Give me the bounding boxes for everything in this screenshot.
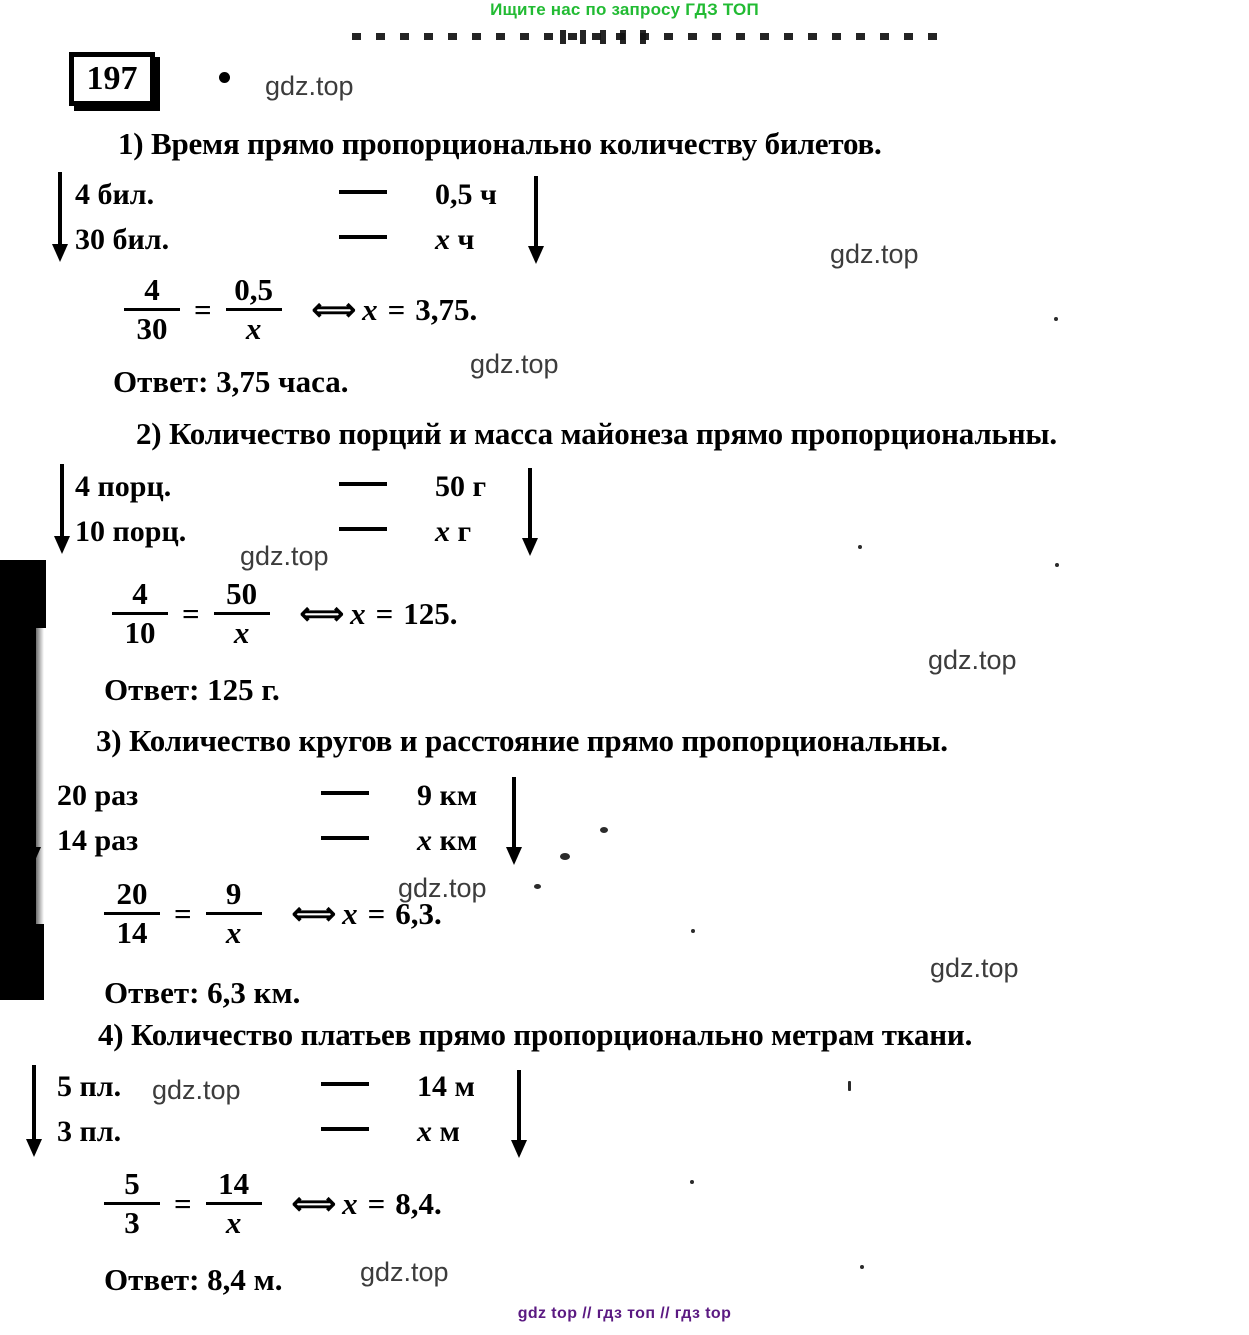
- proportion-row: [75, 223, 565, 268]
- proportion-left-value: 5 пл.: [57, 1070, 122, 1103]
- scan-speck: [860, 1265, 864, 1269]
- watermark-gdz-top: gdz.top: [930, 953, 1019, 983]
- result-value: 125.: [403, 595, 458, 631]
- watermark-gdz-top: gdz.top: [265, 71, 354, 101]
- result-variable: x: [342, 1185, 358, 1221]
- proportion-left-value: 14 раз: [57, 824, 139, 857]
- proportion-dash-icon: [272, 1128, 417, 1146]
- proportion-table-1: [75, 178, 565, 268]
- proportion-left-value: 4 бил.: [75, 178, 155, 211]
- proportion-right-value: 50 г: [435, 470, 487, 503]
- watermark-gdz-top: gdz.top: [240, 541, 329, 571]
- equation-2: [108, 578, 458, 649]
- proportion-row: [57, 824, 547, 869]
- result-value: 6,3.: [395, 895, 442, 931]
- fraction-right: $\frac{14}{x}$: [206, 1168, 262, 1239]
- scan-speck: [690, 1180, 694, 1184]
- bullet-dot-icon: [219, 72, 230, 83]
- scan-artifact-dashline-secondary: [560, 30, 660, 44]
- proportion-left-value: 30 бил.: [75, 223, 170, 256]
- fraction-left: $\frac{20}{14}$: [104, 878, 160, 949]
- watermark-gdz-top: gdz.top: [152, 1075, 241, 1105]
- equals-sign: =: [194, 291, 212, 327]
- problem-statement-2: 2) Количество порций и масса майонеза прямо пропорциональны.: [136, 416, 1057, 451]
- fraction-right: $\frac{0,5}{x}$: [226, 274, 282, 345]
- down-arrow-icon-left-1: [49, 172, 71, 262]
- result-value: 3,75.: [415, 291, 478, 327]
- iff-symbol-icon: ⟺: [291, 1185, 331, 1221]
- proportion-dash-icon: [272, 1083, 417, 1101]
- proportion-row: [57, 1115, 547, 1160]
- proportion-right-value: x г: [435, 515, 472, 548]
- answer-2: Ответ: 125 г.: [104, 672, 280, 707]
- equation-3: [100, 878, 442, 949]
- proportion-row: [75, 515, 565, 560]
- scan-speck: [858, 545, 862, 549]
- result-value: 8,4.: [395, 1185, 442, 1221]
- result-variable: x: [342, 895, 358, 931]
- result-variable: x: [350, 595, 366, 631]
- scan-speck: [848, 1081, 851, 1091]
- watermark-gdz-top: gdz.top: [830, 239, 919, 269]
- promo-banner-top: Ищите нас по запросу ГДЗ ТОП: [490, 0, 759, 19]
- watermark-gdz-top: gdz.top: [928, 645, 1017, 675]
- proportion-row: [75, 178, 565, 223]
- exercise-number-box: [69, 52, 155, 106]
- equals-sign: =: [174, 1185, 192, 1221]
- exercise-number: 197: [86, 60, 138, 97]
- result-equals-sign: =: [367, 1185, 386, 1221]
- proportion-left-value: 4 порц.: [75, 470, 172, 503]
- answer-4: Ответ: 8,4 м.: [104, 1262, 283, 1297]
- result-variable: x: [362, 291, 378, 327]
- proportion-right-value: 0,5 ч: [435, 178, 497, 211]
- answer-1: Ответ: 3,75 часа.: [113, 364, 349, 399]
- proportion-right-value: x км: [417, 824, 478, 857]
- scan-speck: [534, 884, 541, 889]
- down-arrow-icon-right-3: [503, 777, 525, 867]
- proportion-table-2: [75, 470, 565, 560]
- down-arrow-icon-right-4: [508, 1070, 530, 1160]
- proportion-right-value: 14 м: [417, 1070, 475, 1103]
- fraction-left: $\frac{5}{3}$: [104, 1168, 160, 1239]
- down-arrow-icon-right-2: [519, 468, 541, 558]
- proportion-dash-icon: [290, 528, 435, 546]
- fraction-right: $\frac{50}{x}$: [214, 578, 270, 649]
- equals-sign: =: [174, 895, 192, 931]
- proportion-left-value: 3 пл.: [57, 1115, 122, 1148]
- result-equals-sign: =: [387, 291, 406, 327]
- watermark-gdz-top: gdz.top: [470, 349, 559, 379]
- scan-speck: [1054, 317, 1058, 321]
- scan-speck: [1055, 563, 1059, 567]
- iff-symbol-icon: ⟺: [299, 595, 339, 631]
- fraction-left: $\frac{4}{10}$: [112, 578, 168, 649]
- fraction-left: $\frac{4}{30}$: [124, 274, 180, 345]
- proportion-dash-icon: [290, 191, 435, 209]
- watermark-gdz-top: gdz.top: [360, 1257, 449, 1287]
- down-arrow-icon-right-1: [525, 176, 547, 266]
- equation-4: [100, 1168, 442, 1239]
- proportion-row: [57, 1070, 547, 1115]
- proportion-left-value: 20 раз: [57, 779, 139, 812]
- proportion-right-value: x ч: [435, 223, 475, 256]
- problem-statement-3: 3) Количество кругов и расстояние прямо пропорциональны.: [96, 723, 948, 758]
- promo-banner-bottom: gdz top // гдз топ // гдз top: [517, 1305, 732, 1322]
- proportion-right-value: 9 км: [417, 779, 478, 812]
- proportion-row: [75, 470, 565, 515]
- iff-symbol-icon: ⟺: [311, 291, 351, 327]
- proportion-dash-icon: [272, 837, 417, 855]
- result-equals-sign: =: [367, 895, 386, 931]
- proportion-table-4: [57, 1070, 547, 1160]
- proportion-table-3: [57, 779, 547, 869]
- scan-speck: [600, 827, 608, 833]
- iff-symbol-icon: ⟺: [291, 895, 331, 931]
- scan-speck: [691, 929, 695, 933]
- equals-sign: =: [182, 595, 200, 631]
- proportion-right-value: x м: [417, 1115, 460, 1148]
- proportion-row: [57, 779, 547, 824]
- down-arrow-icon-left-3: [22, 773, 44, 865]
- down-arrow-icon-left-4: [23, 1065, 45, 1157]
- answer-3: Ответ: 6,3 км.: [104, 975, 301, 1010]
- result-equals-sign: =: [375, 595, 394, 631]
- proportion-dash-icon: [290, 236, 435, 254]
- proportion-dash-icon: [272, 792, 417, 810]
- proportion-left-value: 10 порц.: [75, 515, 187, 548]
- problem-statement-4: 4) Количество платьев прямо пропорционально метрам ткани.: [98, 1017, 973, 1052]
- problem-statement-1: 1) Время прямо пропорционально количеству билетов.: [118, 126, 882, 161]
- fraction-right: $\frac{9}{x}$: [206, 878, 262, 949]
- down-arrow-icon-left-2: [51, 464, 73, 554]
- watermark-gdz-top: gdz.top: [398, 873, 487, 903]
- scan-speck: [560, 853, 570, 860]
- proportion-dash-icon: [290, 483, 435, 501]
- equation-1: [120, 274, 477, 345]
